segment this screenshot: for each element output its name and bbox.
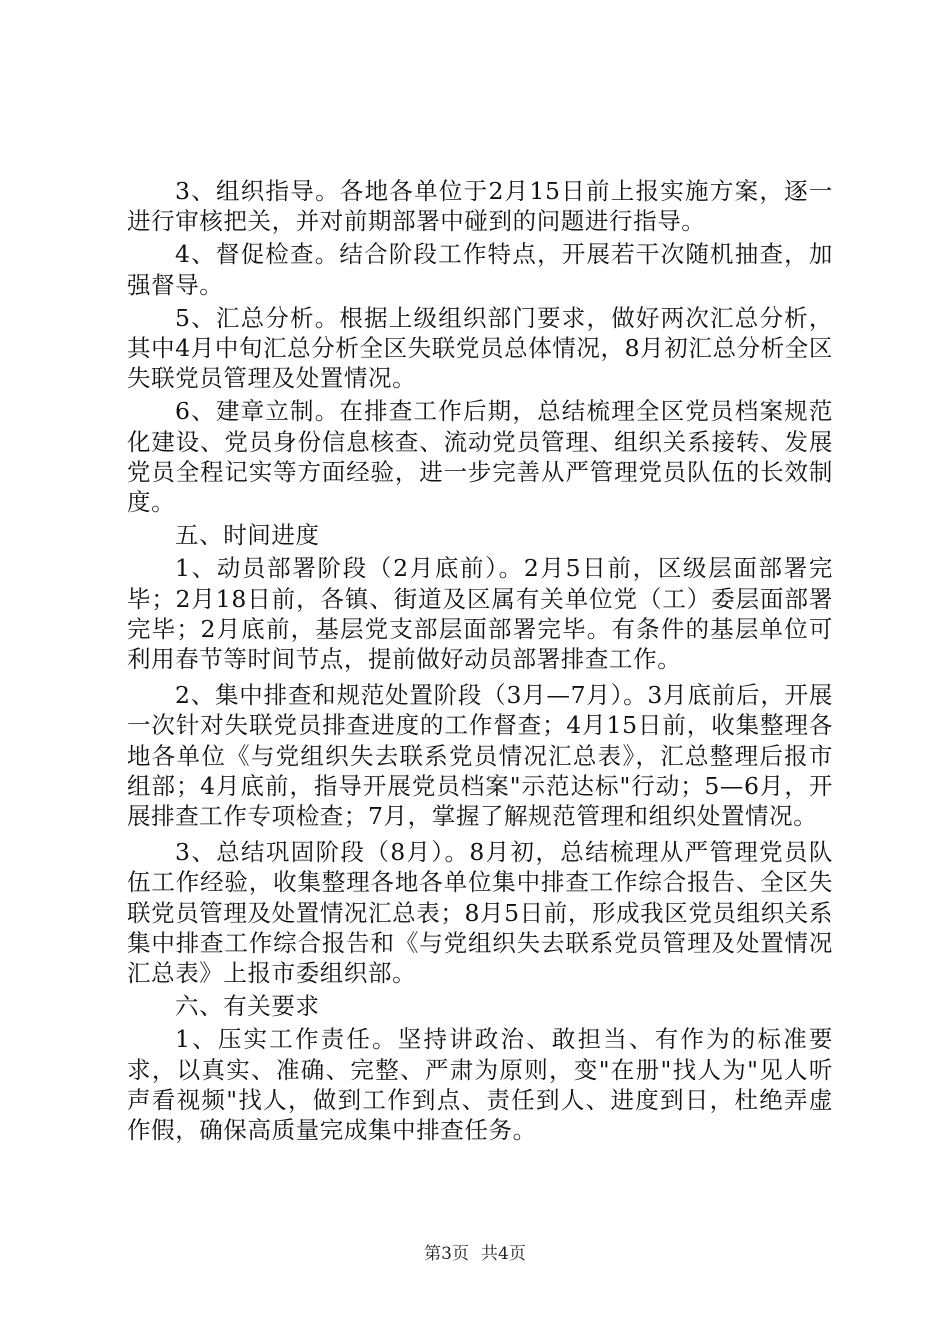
- page-number: 第3页: [424, 1244, 469, 1264]
- page-footer: [0, 1244, 950, 1264]
- page-total: 共4页: [481, 1244, 526, 1264]
- paragraph-mobilization-stage: 1、动员部署阶段（2月底前）。2月5日前，区级层面部署完毕；2月18日前，各镇、街道及区属有关单位党（工）委层面部署完毕；2月底前，基层党支部层面部署完毕。有条件的基层单位可利用春节等时间节点，提前做好动员部署排查工作。: [127, 554, 833, 674]
- paragraph-summary-analysis: 5、汇总分析。根据上级组织部门要求，做好两次汇总分析，其中4月中旬汇总分析全区失联党员总体情况，8月初汇总分析全区失联党员管理及处置情况。: [127, 303, 833, 393]
- section-heading-schedule: 五、时间进度: [175, 521, 320, 550]
- paragraph-supervise-check: 4、督促检查。结合阶段工作特点，开展若干次随机抽查，加强督导。: [127, 240, 833, 299]
- paragraph-concentrated-check-stage: 2、集中排查和规范处置阶段（3月—7月）。3月底前后，开展一次针对失联党员排查进度的工作督查；4月15日前，收集整理各地各单位《与党组织失去联系党员情况汇总表》，汇总整理后报市组部；4月底前，指导开展党员档案"示范达标"行动；5—6月，开展排查工作专项检查；7月，掌握了解规范管理和组织处置情况。: [127, 681, 833, 831]
- paragraph-establish-rules: 6、建章立制。在排查工作后期，总结梳理全区党员档案规范化建设、党员身份信息核查、流动党员管理、组织关系接转、发展党员全程记实等方面经验，进一步完善从严管理党员队伍的长效制度。: [127, 397, 833, 517]
- document-body: [127, 176, 833, 1145]
- paragraph-responsibility: 1、压实工作责任。坚持讲政治、敢担当、有作为的标准要求，以真实、准确、完整、严肃为原则，变"在册"找人为"见人听声看视频"找人，做到工作到点、责任到人、进度到日，杜绝弄虚作假，确保高质量完成集中排查任务。: [127, 1025, 833, 1145]
- section-heading-requirements: 六、有关要求: [175, 992, 320, 1021]
- paragraph-organize-guidance: 3、组织指导。各地各单位于2月15日前上报实施方案，逐一进行审核把关，并对前期部署中碰到的问题进行指导。: [127, 177, 833, 236]
- paragraph-consolidation-stage: 3、总结巩固阶段（8月）。8月初，总结梳理从严管理党员队伍工作经验，收集整理各地各单位集中排查工作综合报告、全区失联党员管理及处置情况汇总表；8月5日前，形成我区党员组织关系集中排查工作综合报告和《与党组织失去联系党员管理及处置情况汇总表》上报市委组织部。: [127, 838, 833, 988]
